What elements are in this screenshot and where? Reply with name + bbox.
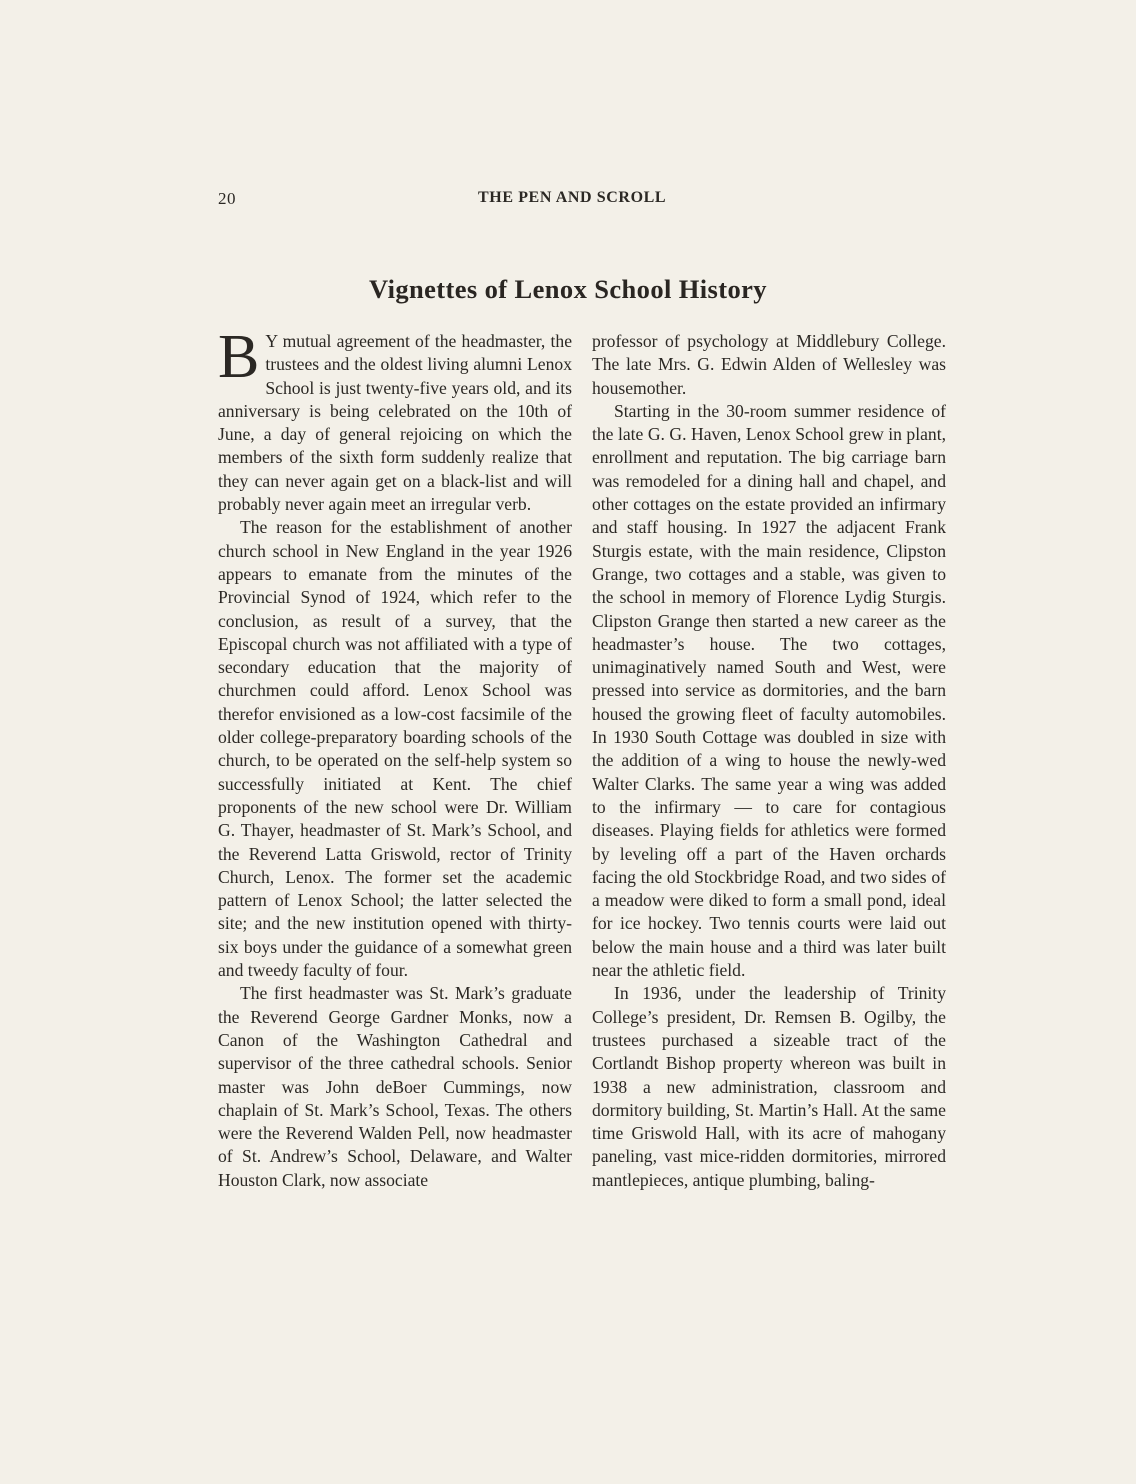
paragraph-3-continuation: professor of psychology at Middlebury College. The late Mrs. G. Edwin Alden of Wellesley was housemother. — [592, 331, 946, 398]
page-number: 20 — [218, 189, 236, 208]
paragraph-1-text: Y mutual agreement of the headmaster, the trustees and the oldest living alumni Lenox School is just twenty-five years old, and its anniversary is being celebrated on the 10th of June, a day of general rejoicing on which the members of the sixth form suddenly realize that they can never again get on a black-list and will probably never again meet an irregular verb. — [218, 331, 572, 515]
paragraph-1 — [218, 323, 572, 516]
left-column — [218, 323, 572, 1192]
running-head: THE PEN AND SCROLL — [478, 189, 667, 206]
right-column — [592, 330, 946, 1192]
article-title: Vignettes of Lenox School History — [369, 274, 767, 304]
drop-cap: B — [218, 323, 260, 391]
paragraph-2: The reason for the establishment of another church school in New England in the year 1926 appears to emanate from the minutes of the Provincial Synod of 1924, which refer to the conclusion, as result of a survey, that the Episcopal church was not affiliated with a type of secondary education that the majority of churchmen could afford. Lenox School was therefor envisioned as a low-cost facsimile of the older college-preparatory boarding schools of the church, to be operated on the self-help system so successfully initiated at Kent. The chief proponents of the new school were Dr. William G. Thayer, headmaster of St. Mark’s School, and the Reverend Latta Griswold, rector of Trinity Church, Lenox. The former set the academic pattern of Lenox School; the latter selected the site; and the new institution opened with thirty-six boys under the guidance of a somewhat green and tweedy faculty of four. — [218, 517, 572, 981]
paragraph-4: Starting in the 30-room summer residence of the late G. G. Haven, Lenox School grew in plant, enrollment and reputation. The big carriage barn was remodeled for a dining hall and chapel, and other cottages on the estate provided an infirmary and staff housing. In 1927 the adjacent Frank Sturgis estate, with the main residence, Clipston Grange, two cottages and a stable, was given to the school in memory of Florence Lydig Sturgis. Clipston Grange then started a new career as the headmaster’s house. The two cottages, unimaginatively named South and West, were pressed into service as dormitories, and the barn housed the growing fleet of faculty automobiles. In 1930 South Cottage was doubled in size with the addition of a wing to house the newly-wed Walter Clarks. The same year a wing was added to the infirmary — to care for contagious diseases. Playing fields for athletics were formed by leveling off a part of the Haven orchards facing the old Stockbridge Road, and two sides of a meadow were diked to form a small pond, ideal for ice hockey. Two tennis courts were laid out below the main house and a third was later built near the athletic field. — [592, 400, 946, 981]
paragraph-3: The first headmaster was St. Mark’s graduate the Reverend George Gardner Monks, now a Canon of the Washington Cathedral and supervisor of the three cathedral schools. Senior master was John deBoer Cummings, now chaplain of St. Mark’s School, Texas. The others were the Reverend Walden Pell, now headmaster of St. Andrew’s School, Delaware, and Walter Houston Clark, now associate — [218, 983, 572, 1190]
paragraph-5: In 1936, under the leadership of Trinity College’s president, Dr. Remsen B. Ogilby, the trustees purchased a sizeable tract of the Cortlandt Bishop property whereon was built in 1938 a new administration, classroom and dormitory building, St. Martin’s Hall. At the same time Griswold Hall, with its acre of mahogany paneling, vast mice-ridden dormitories, mirrored mantlepieces, antique plumbing, baling- — [592, 983, 946, 1190]
